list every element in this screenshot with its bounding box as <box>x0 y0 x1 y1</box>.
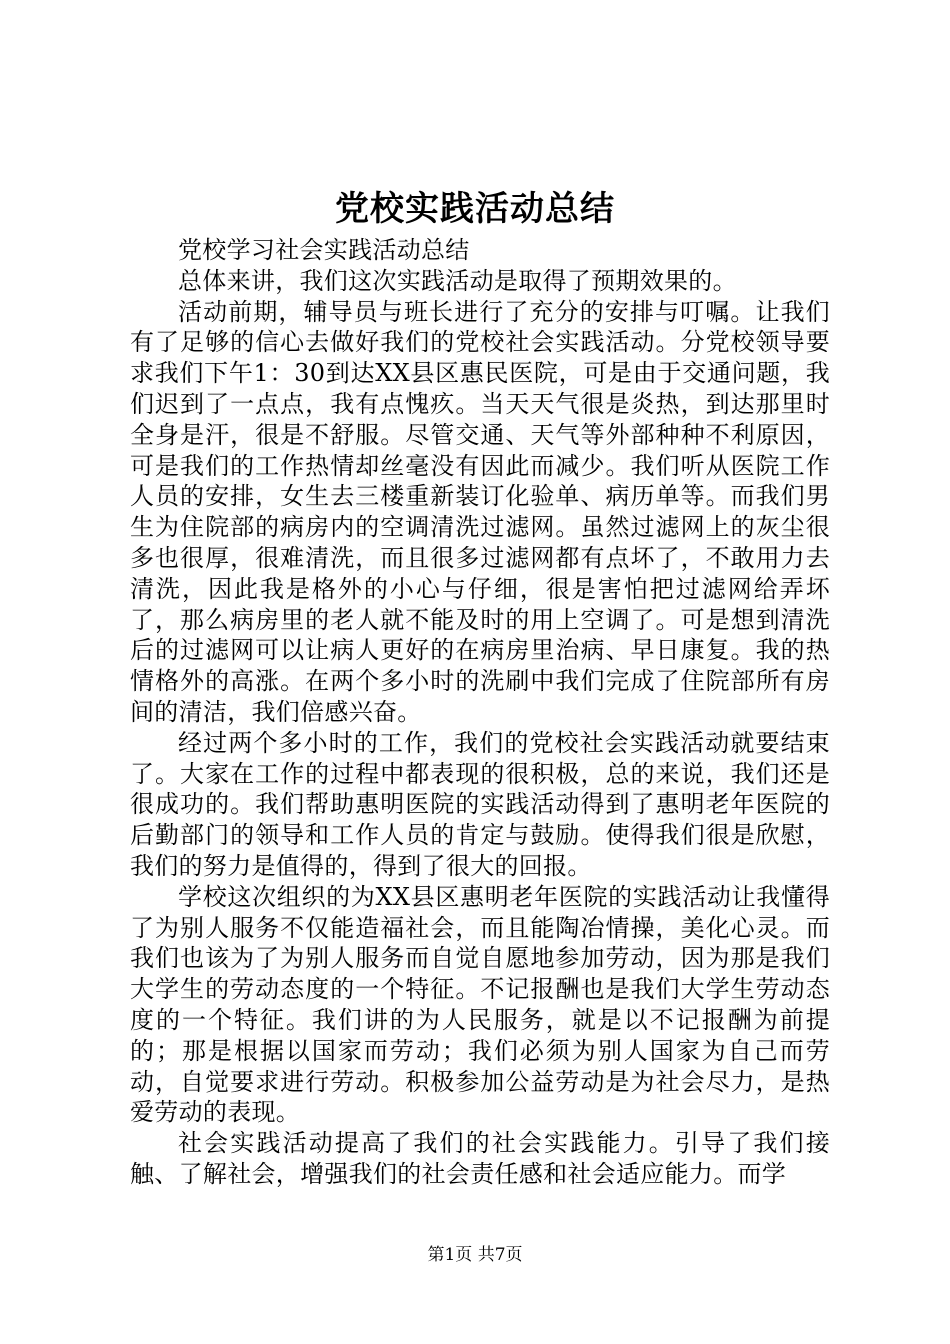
page-number-footer: 第1页 共7页 <box>427 1245 523 1265</box>
paragraph-preparation: 活动前期，辅导员与班长进行了充分的安排与叮嘱。让我们有了足够的信心去做好我们的党校社会实践活动。分党校领导要求我们下午1：30到达XX县区惠民医院，可是由于交通问题，我们迟到了一点点，我有点愧疚。当天天气很是炎热，到达那里时全身是汗，很是不舒服。尽管交通、天气等外部种种不利原因，可是我们的工作热情却丝毫没有因此而减少。我们听从医院工作人员的安排，女生去三楼重新装订化验单、病历单等。而我们男生为住院部的病房内的空调清洗过滤网。虽然过滤网上的灰尘很多也很厚，很难清洗，而且很多过滤网都有点坏了，不敢用力去清洗，因此我是格外的小心与仔细，很是害怕把过滤网给弄坏了，那么病房里的老人就不能及时的用上空调了。可是想到清洗后的过滤网可以让病人更好的在病房里治病、早日康复。我的热情格外的高涨。在两个多小时的洗刷中我们完成了住院部所有房间的清洁，我们倍感兴奋。 <box>130 297 830 726</box>
document-body <box>130 235 830 1190</box>
document-title: 党校实践活动总结 <box>335 189 615 229</box>
paragraph-reflection: 学校这次组织的为XX县区惠明老年医院的实践活动让我懂得了为别人服务不仅能造福社会，而且能陶冶情操，美化心灵。而我们也该为了为别人服务而自觉自愿地参加劳动，因为那是我们大学生的劳动态度的一个特征。不记报酬也是我们大学生劳动态度的一个特征。我们讲的为人民服务，就是以不记报酬为前提的；那是根据以国家而劳动；我们必须为别人国家为自己而劳动，自觉要求进行劳动。积极参加公益劳动是为社会尽力，是热爱劳动的表现。 <box>130 882 830 1127</box>
paragraph-result: 经过两个多小时的工作，我们的党校社会实践活动就要结束了。大家在工作的过程中都表现的很积极，总的来说，我们还是很成功的。我们帮助惠明医院的实践活动得到了惠明老年医院的后勤部门的领导和工作人员的肯定与鼓励。使得我们很是欣慰，我们的努力是值得的，得到了很大的回报。 <box>130 728 830 880</box>
paragraph-subtitle: 党校学习社会实践活动总结 <box>178 236 470 264</box>
paragraph-ability: 社会实践活动提高了我们的社会实践能力。引导了我们接触、了解社会，增强我们的社会责任感和社会适应能力。而学 <box>130 1129 830 1188</box>
paragraph-summary: 总体来讲，我们这次实践活动是取得了预期效果的。 <box>178 266 737 295</box>
